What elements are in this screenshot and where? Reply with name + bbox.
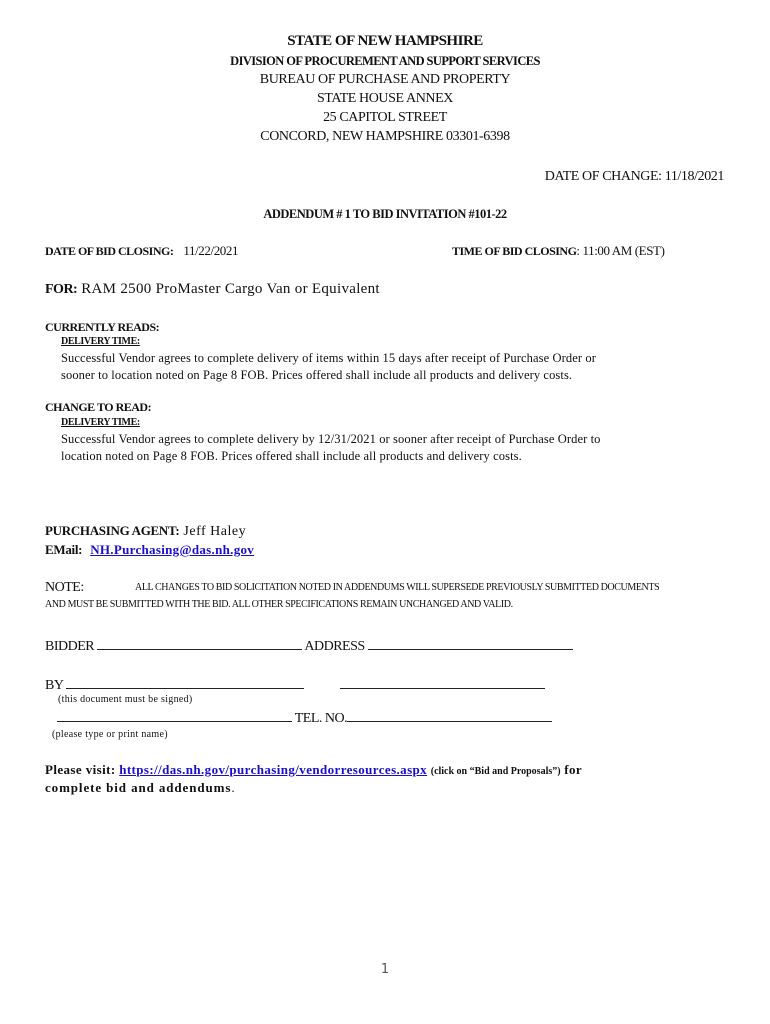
visit-prefix: Please visit: xyxy=(45,762,116,777)
currently-reads-label: CURRENTLY READS: xyxy=(45,320,160,334)
date-of-change: DATE OF CHANGE: 11/18/2021 xyxy=(544,169,724,184)
signed-hint: (this document must be signed) xyxy=(58,694,193,705)
signature-input-line[interactable] xyxy=(66,676,304,689)
email-link[interactable]: NH.Purchasing@das.nh.gov xyxy=(90,542,255,557)
for-label: FOR: xyxy=(45,282,78,297)
currently-reads-line-2: sooner to location noted on Page 8 FOB. Prices offered shall include all products and delivery costs. xyxy=(61,368,573,382)
note-line-1: ALL CHANGES TO BID SOLICITATION NOTED IN ADDENDUMS WILL SUPERSEDE PREVIOUSLY SUBMITTED DOCUMENTS xyxy=(135,582,660,593)
bid-closing-time xyxy=(452,242,665,260)
visit-line-1 xyxy=(45,762,582,778)
print-name-row xyxy=(57,709,552,727)
division-name: DIVISION OF PROCUREMENT AND SUPPORT SERVICES xyxy=(230,54,540,68)
bid-closing-date-value: 11/22/2021 xyxy=(183,243,239,258)
visit-line-2-text: complete bid and addendums xyxy=(45,780,232,795)
page-number: 1 xyxy=(380,962,390,977)
state-title: STATE OF NEW HAMPSHIRE xyxy=(287,33,483,49)
currently-reads-delivery-label: DELIVERY TIME: xyxy=(61,336,140,347)
vendor-resources-link[interactable]: https://das.nh.gov/purchasing/vendorresources.aspx xyxy=(119,762,428,777)
city-address: CONCORD, NEW HAMPSHIRE 03301-6398 xyxy=(260,129,510,144)
print-name-input-line[interactable] xyxy=(57,709,292,722)
tel-input-line[interactable] xyxy=(347,709,552,722)
agent-email xyxy=(45,541,254,559)
purchasing-agent-name: Jeff Haley xyxy=(183,524,247,539)
bid-closing-time-label: TIME OF BID CLOSING xyxy=(452,244,577,258)
currently-reads-line-1: Successful Vendor agrees to complete delivery of items within 15 days after receipt of Purchase Order or xyxy=(61,351,596,365)
note-label: NOTE: xyxy=(45,580,84,595)
purchasing-agent-label: PURCHASING AGENT: xyxy=(45,523,180,538)
title-input-line[interactable] xyxy=(340,676,545,689)
by-row xyxy=(45,676,304,694)
print-name-hint: (please type or print name) xyxy=(52,729,168,740)
click-note: (click on “Bid and Proposals”) xyxy=(430,766,561,777)
for-value: RAM 2500 ProMaster Cargo Van or Equivalent xyxy=(81,281,380,297)
building-name: STATE HOUSE ANNEX xyxy=(317,91,453,106)
address-input-line[interactable] xyxy=(368,637,573,650)
purchasing-agent xyxy=(45,522,246,540)
bidder-label: BIDDER xyxy=(45,639,95,654)
for-line xyxy=(45,280,380,298)
bid-closing-date xyxy=(45,242,238,260)
change-to-read-line-2: location noted on Page 8 FOB. Prices offered shall include all products and delivery costs. xyxy=(61,449,522,463)
email-label: EMail: xyxy=(45,542,83,557)
tel-label: TEL. NO. xyxy=(294,711,348,726)
bureau-name: BUREAU OF PURCHASE AND PROPERTY xyxy=(259,72,511,87)
bid-closing-time-value: : 11:00 AM (EST) xyxy=(576,243,665,258)
bidder-row xyxy=(45,637,573,655)
bid-closing-date-label: DATE OF BID CLOSING: xyxy=(45,244,174,258)
note-line-2: AND MUST BE SUBMITTED WITH THE BID. ALL OTHER SPECIFICATIONS REMAIN UNCHANGED AND VALID. xyxy=(45,599,513,610)
visit-line-2 xyxy=(45,780,235,796)
title-row xyxy=(340,676,545,694)
note-block xyxy=(45,578,84,596)
addendum-title: ADDENDUM # 1 TO BID INVITATION #101-22 xyxy=(263,207,507,221)
change-to-read-line-1: Successful Vendor agrees to complete delivery by 12/31/2021 or sooner after receipt of Purchase Order to xyxy=(61,432,601,446)
by-label: BY xyxy=(45,678,63,693)
visit-period: . xyxy=(231,780,236,795)
change-to-read-label: CHANGE TO READ: xyxy=(45,400,152,414)
visit-suffix: for xyxy=(560,762,583,777)
change-to-read-delivery-label: DELIVERY TIME: xyxy=(61,417,140,428)
bidder-input-line[interactable] xyxy=(97,637,302,650)
street-address: 25 CAPITOL STREET xyxy=(323,110,447,125)
address-label: ADDRESS xyxy=(304,639,365,654)
